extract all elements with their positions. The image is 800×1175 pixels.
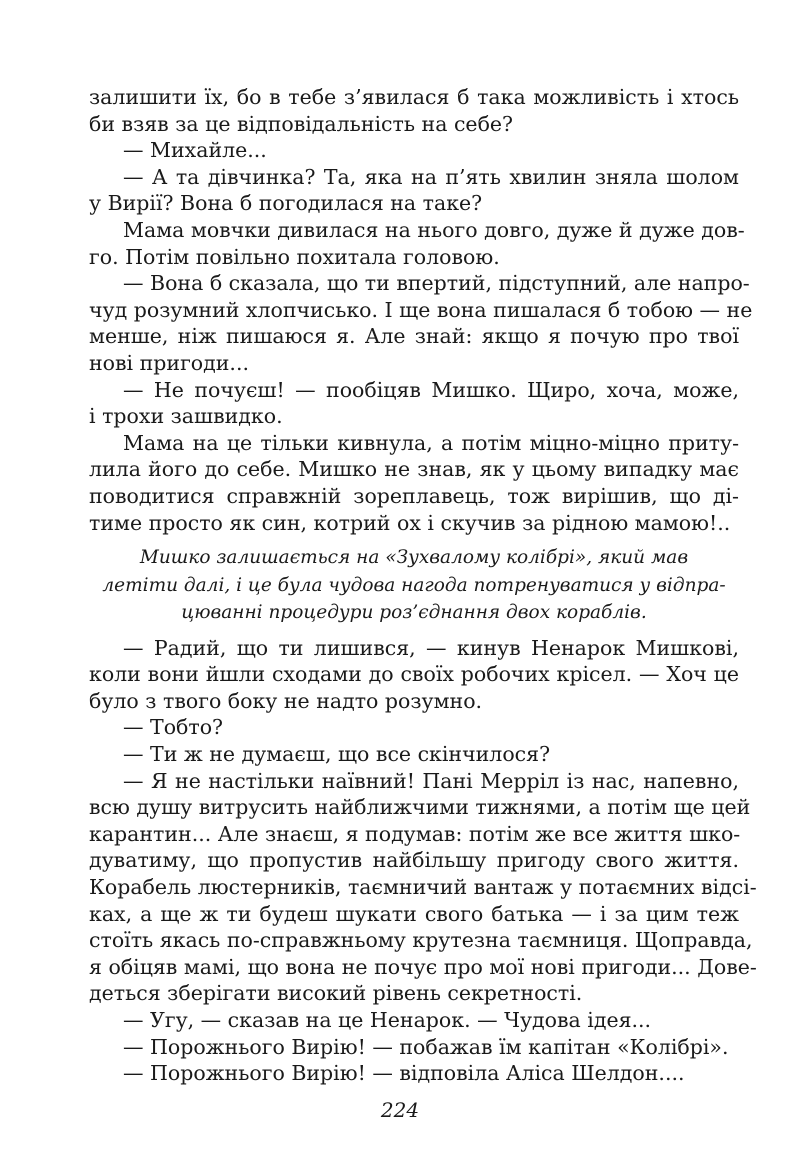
- text-line: поводитися справжній зореплавець, тож вирішив, що ді-: [89, 483, 739, 508]
- text-line: ках, а ще ж ти будеш шукати свого батька — і за цим теж: [89, 901, 739, 926]
- italic-synopsis: [89, 544, 739, 627]
- italic-line: Мишко залишається на «Зухвалому колібрі», який мав: [139, 547, 689, 569]
- text-line: і трохи зашвидко.: [89, 404, 283, 429]
- text-line: тиме просто як син, котрий ох і скучив за рідною мамою!..: [89, 510, 731, 535]
- text-part-2: [89, 635, 757, 1087]
- text-line: Мама мовчки дивилася на нього довго, дуже й дуже дов-: [123, 217, 745, 242]
- text-line: деться зберігати високий рівень секретності.: [89, 981, 583, 1006]
- text-line: — Тобто?: [123, 715, 224, 740]
- text-line: — Радий, що ти лишився, — кинув Ненарок Мишкові,: [123, 635, 739, 660]
- text-line: — Угу, — сказав на це Ненарок. — Чудова ідея...: [123, 1007, 652, 1032]
- text-line: — Порожнього Вирію! — побажав їм капітан «Колібрі».: [123, 1034, 729, 1059]
- text-line: — Михайле...: [123, 138, 267, 163]
- text-line: менше, ніж пишаюся я. Але знай: якщо я почую про твої: [89, 324, 739, 349]
- text-line: у Вирії? Вона б погодилася на таке?: [89, 191, 483, 216]
- text-line: го. Потім повільно похитала головою.: [89, 244, 500, 269]
- text-line: Мама на це тільки кивнула, а потім міцно-міцно приту-: [123, 430, 739, 455]
- text-line: чуд розумний хлопчисько. І ще вона пишалася б тобою — не: [89, 297, 753, 322]
- text-line: я обіцяв мамі, що вона не почує про мої нові пригоди... Дове-: [89, 954, 757, 979]
- page-text: [89, 84, 757, 1087]
- text-line: — Не почуєш! — пообіцяв Мишко. Щиро, хоча, може,: [123, 377, 739, 402]
- text-line: — А та дівчинка? Та, яка на п’ять хвилин зняла шолом: [123, 164, 739, 189]
- text-line: стоїть якась по-справжньому крутезна таємниця. Щоправда,: [89, 928, 753, 953]
- text-line: — Порожнього Вирію! — відповіла Аліса Шелдон....: [123, 1061, 685, 1086]
- italic-line: цюванні процедури роз’єднання двох кораблів.: [181, 602, 647, 624]
- text-line: — Я не настільки наївний! Пані Меррiл із нас, напевно,: [123, 768, 739, 793]
- text-line: — Вона б сказала, що ти впертий, підступний, але напро-: [123, 271, 750, 296]
- text-line: би взяв за це відповідальність на себе?: [89, 111, 514, 136]
- text-line: — Ти ж не думаєш, що все скінчилося?: [123, 741, 551, 766]
- text-line: було з твого боку не надто розумно.: [89, 688, 483, 713]
- text-line: коли вони йшли сходами до своїх робочих крісел. — Хоч це: [89, 662, 739, 687]
- text-line: карантин... Але знаєш, я подумав: потім же все життя шко-: [89, 821, 741, 846]
- text-line: Корабель люстерників, таємничий вантаж у потаємних відсі-: [89, 874, 757, 899]
- italic-line: летіти далі, і це була чудова нагода потренуватися у відпра-: [102, 574, 726, 596]
- text-part-1: [89, 84, 753, 536]
- text-line: всю душу витрусить найближчими тижнями, а потім ще цей: [89, 795, 751, 820]
- page-number: 224: [380, 1098, 420, 1122]
- text-line: дуватиму, що пропустив найбільшу пригоду свого життя.: [89, 848, 739, 873]
- text-line: лила його до себе. Мишко не знав, як у цьому випадку має: [89, 457, 739, 482]
- text-line: залишити їх, бо в тебе з’явилася б така можливість і хтось: [89, 85, 739, 109]
- text-line: нові пригоди...: [89, 350, 249, 375]
